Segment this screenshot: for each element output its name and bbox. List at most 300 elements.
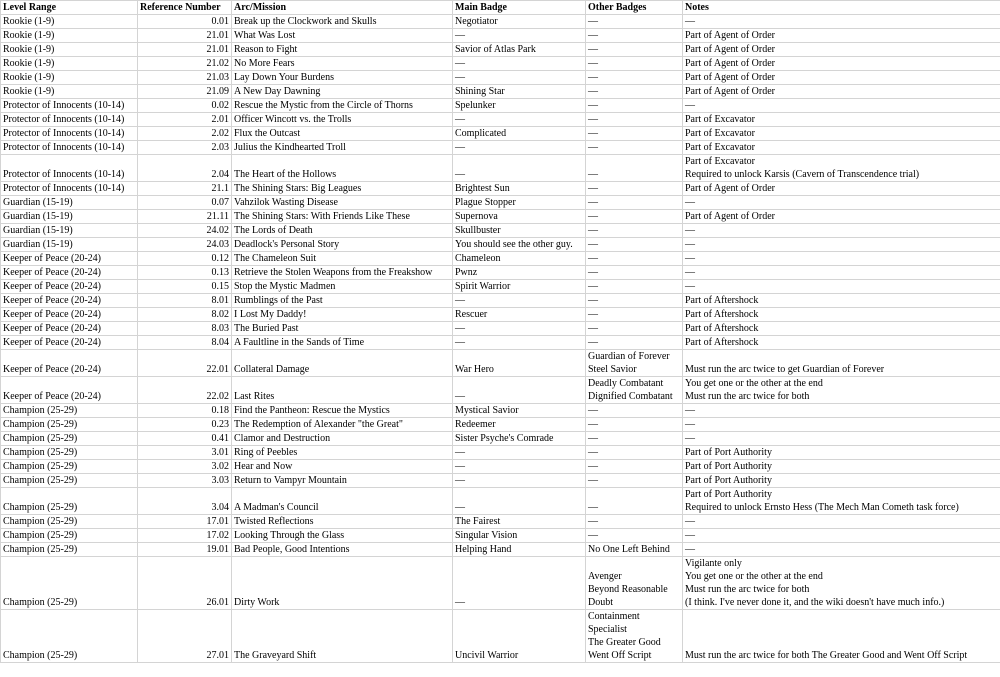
arc-mission-cell: What Was Lost [232, 29, 453, 43]
notes-cell [683, 515, 1000, 529]
reference-number-cell: 2.01 [138, 113, 232, 127]
main-badge-cell: — [453, 155, 586, 182]
reference-number-cell: 3.04 [138, 488, 232, 515]
other-badge-line: — [588, 142, 598, 153]
notes-cell [683, 404, 1000, 418]
reference-number-cell: 27.01 [138, 610, 232, 663]
level-range-cell: Rookie (1-9) [1, 57, 138, 71]
main-badge-cell: Skullbuster [453, 224, 586, 238]
arc-mission-cell: No More Fears [232, 57, 453, 71]
other-badge-line: — [588, 253, 598, 264]
reference-number-cell: 0.01 [138, 15, 232, 29]
level-range-cell: Champion (25-29) [1, 460, 138, 474]
reference-number-cell: 0.12 [138, 252, 232, 266]
note-line: — [685, 405, 695, 416]
reference-number-cell: 0.02 [138, 99, 232, 113]
level-range-cell: Rookie (1-9) [1, 15, 138, 29]
note-line: — [685, 225, 695, 236]
arc-mission-cell: The Lords of Death [232, 224, 453, 238]
arc-mission-cell: Collateral Damage [232, 350, 453, 377]
note-line: Part of Agent of Order [685, 86, 775, 97]
arc-mission-cell: Return to Vampyr Mountain [232, 474, 453, 488]
notes-cell [683, 252, 1000, 266]
other-badges-cell [586, 252, 683, 266]
other-badges-cell [586, 557, 683, 610]
reference-number-cell: 0.15 [138, 280, 232, 294]
level-range-cell: Rookie (1-9) [1, 43, 138, 57]
other-badges-cell [586, 85, 683, 99]
notes-cell [683, 85, 1000, 99]
reference-number-cell: 24.03 [138, 238, 232, 252]
reference-number-cell: 21.03 [138, 71, 232, 85]
other-badges-cell [586, 543, 683, 557]
other-badge-line: — [588, 211, 598, 222]
other-badges-cell [586, 43, 683, 57]
notes-cell [683, 280, 1000, 294]
note-line: Must run the arc twice for both [685, 584, 810, 595]
table-row [1, 252, 1000, 266]
other-badges-cell [586, 515, 683, 529]
notes-cell [683, 529, 1000, 543]
main-badge-cell: — [453, 71, 586, 85]
other-badge-line: — [588, 337, 598, 348]
other-badges-cell [586, 460, 683, 474]
other-badge-line: — [588, 502, 598, 513]
other-badge-line: — [588, 295, 598, 306]
other-badges-cell [586, 610, 683, 663]
note-line: Part of Port Authority [685, 475, 772, 486]
note-line: Part of Excavator [685, 128, 755, 139]
other-badge-line: The Greater Good [588, 637, 661, 648]
notes-cell [683, 99, 1000, 113]
arc-mission-cell: Hear and Now [232, 460, 453, 474]
other-badge-line: — [588, 309, 598, 320]
header-level-range: Level Range [1, 1, 138, 15]
other-badges-cell [586, 474, 683, 488]
other-badge-line: — [588, 128, 598, 139]
main-badge-cell: — [453, 446, 586, 460]
table-row [1, 155, 1000, 182]
arc-mission-cell: Clamor and Destruction [232, 432, 453, 446]
other-badges-cell [586, 377, 683, 404]
level-range-cell: Keeper of Peace (20-24) [1, 252, 138, 266]
reference-number-cell: 0.41 [138, 432, 232, 446]
other-badge-line: — [588, 197, 598, 208]
table-row [1, 418, 1000, 432]
reference-number-cell: 2.02 [138, 127, 232, 141]
arc-mission-cell: The Shining Stars: Big Leagues [232, 182, 453, 196]
other-badge-line: Specialist [588, 624, 627, 635]
main-badge-cell: Complicated [453, 127, 586, 141]
notes-cell [683, 71, 1000, 85]
other-badges-cell [586, 446, 683, 460]
table-row [1, 350, 1000, 377]
level-range-cell: Keeper of Peace (20-24) [1, 377, 138, 404]
main-badge-cell: — [453, 113, 586, 127]
reference-number-cell: 8.01 [138, 294, 232, 308]
notes-cell [683, 210, 1000, 224]
other-badge-line: — [588, 447, 598, 458]
reference-number-cell: 8.02 [138, 308, 232, 322]
level-range-cell: Protector of Innocents (10-14) [1, 141, 138, 155]
main-badge-cell: Shining Star [453, 85, 586, 99]
reference-number-cell: 26.01 [138, 557, 232, 610]
notes-cell [683, 418, 1000, 432]
main-badge-cell: — [453, 336, 586, 350]
other-badges-cell [586, 210, 683, 224]
other-badge-line: — [588, 44, 598, 55]
note-line: — [685, 100, 695, 111]
table-row [1, 308, 1000, 322]
other-badge-line: — [588, 475, 598, 486]
notes-cell [683, 155, 1000, 182]
note-line: — [685, 281, 695, 292]
other-badge-line: — [588, 433, 598, 444]
main-badge-cell: Chameleon [453, 252, 586, 266]
note-line: Must run the arc twice for both [685, 391, 810, 402]
other-badge-line: — [588, 30, 598, 41]
other-badges-cell [586, 529, 683, 543]
main-badge-cell: Plague Stopper [453, 196, 586, 210]
note-line: Must run the arc twice for both The Greater Good and Went Off Script [685, 650, 968, 661]
table-row [1, 336, 1000, 350]
level-range-cell: Champion (25-29) [1, 432, 138, 446]
other-badge-line: Containment [588, 611, 640, 622]
arc-mission-cell: The Graveyard Shift [232, 610, 453, 663]
level-range-cell: Champion (25-29) [1, 610, 138, 663]
level-range-cell: Keeper of Peace (20-24) [1, 350, 138, 377]
other-badge-line: No One Left Behind [588, 544, 670, 555]
arc-mission-cell: Last Rites [232, 377, 453, 404]
note-line: Part of Aftershock [685, 295, 759, 306]
notes-cell [683, 610, 1000, 663]
note-line: Part of Excavator [685, 156, 755, 167]
table-row [1, 460, 1000, 474]
arc-mission-cell: The Heart of the Hollows [232, 155, 453, 182]
note-line: Part of Excavator [685, 114, 755, 125]
note-line: Required to unlock Ernsto Hess (The Mech Man Cometh task force) [685, 502, 959, 513]
table-row [1, 294, 1000, 308]
other-badge-line: — [588, 405, 598, 416]
note-line: Part of Agent of Order [685, 58, 775, 69]
reference-number-cell: 17.02 [138, 529, 232, 543]
other-badges-cell [586, 238, 683, 252]
other-badge-line: — [588, 239, 598, 250]
main-badge-cell: Pwnz [453, 266, 586, 280]
note-line: — [685, 544, 695, 555]
notes-cell [683, 460, 1000, 474]
level-range-cell: Champion (25-29) [1, 488, 138, 515]
arc-mission-cell: Retrieve the Stolen Weapons from the Freakshow [232, 266, 453, 280]
other-badges-cell [586, 224, 683, 238]
main-badge-cell: You should see the other guy. [453, 238, 586, 252]
other-badge-line: — [588, 86, 598, 97]
table-row [1, 43, 1000, 57]
main-badge-cell: — [453, 141, 586, 155]
other-badge-line: Went Off Script [588, 650, 652, 661]
notes-cell [683, 294, 1000, 308]
level-range-cell: Guardian (15-19) [1, 238, 138, 252]
notes-cell [683, 196, 1000, 210]
header-row [1, 1, 1000, 15]
notes-cell [683, 224, 1000, 238]
level-range-cell: Champion (25-29) [1, 515, 138, 529]
main-badge-cell: — [453, 57, 586, 71]
arc-mission-cell: A Faultline in the Sands of Time [232, 336, 453, 350]
notes-cell [683, 336, 1000, 350]
notes-cell [683, 432, 1000, 446]
table-row [1, 404, 1000, 418]
table-row [1, 446, 1000, 460]
note-line: — [685, 239, 695, 250]
note-line: — [685, 516, 695, 527]
other-badge-line: Dignified Combatant [588, 391, 673, 402]
level-range-cell: Keeper of Peace (20-24) [1, 322, 138, 336]
other-badge-line: Doubt [588, 597, 613, 608]
other-badge-line: — [588, 323, 598, 334]
main-badge-cell: Savior of Atlas Park [453, 43, 586, 57]
other-badge-line: — [588, 169, 598, 180]
table-row [1, 224, 1000, 238]
arc-mission-cell: A Madman's Council [232, 488, 453, 515]
level-range-cell: Keeper of Peace (20-24) [1, 266, 138, 280]
other-badge-line: Guardian of Forever [588, 351, 670, 362]
level-range-cell: Keeper of Peace (20-24) [1, 280, 138, 294]
other-badge-line: — [588, 225, 598, 236]
notes-cell [683, 350, 1000, 377]
reference-number-cell: 21.02 [138, 57, 232, 71]
notes-cell [683, 15, 1000, 29]
other-badge-line: — [588, 516, 598, 527]
main-badge-cell: Mystical Savior [453, 404, 586, 418]
arc-mission-cell: Lay Down Your Burdens [232, 71, 453, 85]
note-line: Part of Port Authority [685, 447, 772, 458]
level-range-cell: Champion (25-29) [1, 543, 138, 557]
main-badge-cell: — [453, 557, 586, 610]
level-range-cell: Rookie (1-9) [1, 71, 138, 85]
level-range-cell: Guardian (15-19) [1, 210, 138, 224]
arc-mission-cell: Ring of Peebles [232, 446, 453, 460]
other-badge-line: Avenger [588, 571, 622, 582]
notes-cell [683, 488, 1000, 515]
note-line: Part of Agent of Order [685, 72, 775, 83]
level-range-cell: Champion (25-29) [1, 418, 138, 432]
table-row [1, 280, 1000, 294]
notes-cell [683, 113, 1000, 127]
note-line: — [685, 530, 695, 541]
table-row [1, 238, 1000, 252]
table-body [1, 15, 1000, 663]
arc-mission-cell: The Chameleon Suit [232, 252, 453, 266]
level-range-cell: Keeper of Peace (20-24) [1, 294, 138, 308]
table-row [1, 474, 1000, 488]
level-range-cell: Champion (25-29) [1, 446, 138, 460]
other-badges-cell [586, 113, 683, 127]
reference-number-cell: 21.1 [138, 182, 232, 196]
level-range-cell: Protector of Innocents (10-14) [1, 113, 138, 127]
table-row [1, 529, 1000, 543]
arc-mission-cell: Break up the Clockwork and Skulls [232, 15, 453, 29]
other-badge-line: — [588, 267, 598, 278]
notes-cell [683, 141, 1000, 155]
level-range-cell: Protector of Innocents (10-14) [1, 99, 138, 113]
reference-number-cell: 21.11 [138, 210, 232, 224]
notes-cell [683, 474, 1000, 488]
notes-cell [683, 557, 1000, 610]
note-line: You get one or the other at the end [685, 571, 823, 582]
note-line: — [685, 267, 695, 278]
arc-mission-cell: Find the Pantheon: Rescue the Mystics [232, 404, 453, 418]
main-badge-cell: — [453, 377, 586, 404]
notes-cell [683, 308, 1000, 322]
note-line: Part of Excavator [685, 142, 755, 153]
reference-number-cell: 2.04 [138, 155, 232, 182]
note-line: — [685, 419, 695, 430]
main-badge-cell: Redeemer [453, 418, 586, 432]
other-badge-line: Deadly Combatant [588, 378, 664, 389]
table-row [1, 266, 1000, 280]
arc-mission-cell: Flux the Outcast [232, 127, 453, 141]
reference-number-cell: 21.01 [138, 43, 232, 57]
notes-cell [683, 29, 1000, 43]
note-line: Required to unlock Karsis (Cavern of Transcendence trial) [685, 169, 920, 180]
arc-mission-cell: Dirty Work [232, 557, 453, 610]
note-line: Must run the arc twice to get Guardian of Forever [685, 364, 885, 375]
other-badges-cell [586, 141, 683, 155]
reference-number-cell: 21.01 [138, 29, 232, 43]
reference-number-cell: 0.07 [138, 196, 232, 210]
other-badges-cell [586, 29, 683, 43]
main-badge-cell: — [453, 488, 586, 515]
other-badges-cell [586, 57, 683, 71]
other-badge-line: Steel Savior [588, 364, 637, 375]
other-badges-cell [586, 432, 683, 446]
note-line: Part of Agent of Order [685, 30, 775, 41]
level-range-cell: Champion (25-29) [1, 474, 138, 488]
note-line: Part of Port Authority [685, 461, 772, 472]
table-row [1, 515, 1000, 529]
arc-mission-cell: Bad People, Good Intentions [232, 543, 453, 557]
note-line: Part of Port Authority [685, 489, 772, 500]
level-range-cell: Keeper of Peace (20-24) [1, 336, 138, 350]
reference-number-cell: 19.01 [138, 543, 232, 557]
level-range-cell: Champion (25-29) [1, 557, 138, 610]
arc-mission-cell: Julius the Kindhearted Troll [232, 141, 453, 155]
reference-number-cell: 22.02 [138, 377, 232, 404]
arc-mission-cell: Deadlock's Personal Story [232, 238, 453, 252]
note-line: Part of Agent of Order [685, 183, 775, 194]
header-arc-mission: Arc/Mission [232, 1, 453, 15]
level-range-cell: Guardian (15-19) [1, 196, 138, 210]
notes-cell [683, 266, 1000, 280]
notes-cell [683, 543, 1000, 557]
note-line: — [685, 433, 695, 444]
note-line: Vigilante only [685, 558, 742, 569]
notes-cell [683, 57, 1000, 71]
other-badge-line: — [588, 183, 598, 194]
arc-mission-cell: Officer Wincott vs. the Trolls [232, 113, 453, 127]
table-row [1, 610, 1000, 663]
table-row [1, 557, 1000, 610]
other-badge-line: — [588, 100, 598, 111]
other-badges-cell [586, 336, 683, 350]
note-line: Part of Aftershock [685, 337, 759, 348]
main-badge-cell: Singular Vision [453, 529, 586, 543]
other-badge-line: — [588, 530, 598, 541]
other-badges-cell [586, 99, 683, 113]
reference-number-cell: 3.01 [138, 446, 232, 460]
note-line: — [685, 197, 695, 208]
table-row [1, 29, 1000, 43]
level-range-cell: Champion (25-29) [1, 404, 138, 418]
other-badge-line: — [588, 114, 598, 125]
arc-mission-cell: The Redemption of Alexander "the Great" [232, 418, 453, 432]
level-range-cell: Rookie (1-9) [1, 85, 138, 99]
main-badge-cell: Uncivil Warrior [453, 610, 586, 663]
other-badges-cell [586, 127, 683, 141]
table-row [1, 141, 1000, 155]
main-badge-cell: Sister Psyche's Comrade [453, 432, 586, 446]
arc-mission-cell: Vahzilok Wasting Disease [232, 196, 453, 210]
level-range-cell: Protector of Innocents (10-14) [1, 155, 138, 182]
table-row [1, 99, 1000, 113]
other-badges-cell [586, 308, 683, 322]
other-badge-line: — [588, 58, 598, 69]
notes-cell [683, 43, 1000, 57]
table-row [1, 182, 1000, 196]
notes-cell [683, 127, 1000, 141]
note-line: Part of Agent of Order [685, 211, 775, 222]
table-row [1, 85, 1000, 99]
arc-mission-cell: Rescue the Mystic from the Circle of Thorns [232, 99, 453, 113]
reference-number-cell: 21.09 [138, 85, 232, 99]
reference-number-cell: 17.01 [138, 515, 232, 529]
other-badge-line: — [588, 72, 598, 83]
other-badges-cell [586, 418, 683, 432]
main-badge-cell: The Fairest [453, 515, 586, 529]
level-range-cell: Rookie (1-9) [1, 29, 138, 43]
note-line: Part of Aftershock [685, 309, 759, 320]
notes-cell [683, 446, 1000, 460]
header-notes: Notes [683, 1, 1000, 15]
notes-cell [683, 377, 1000, 404]
other-badges-cell [586, 280, 683, 294]
main-badge-cell: — [453, 294, 586, 308]
other-badge-line: — [588, 16, 598, 27]
note-line: — [685, 253, 695, 264]
main-badge-cell: Rescuer [453, 308, 586, 322]
other-badges-cell [586, 196, 683, 210]
level-range-cell: Guardian (15-19) [1, 224, 138, 238]
reference-number-cell: 2.03 [138, 141, 232, 155]
header-other-badges: Other Badges [586, 1, 683, 15]
level-range-cell: Protector of Innocents (10-14) [1, 182, 138, 196]
arc-mission-cell: Reason to Fight [232, 43, 453, 57]
other-badges-cell [586, 71, 683, 85]
table-row [1, 210, 1000, 224]
arc-mission-cell: Rumblings of the Past [232, 294, 453, 308]
reference-number-cell: 24.02 [138, 224, 232, 238]
main-badge-cell: — [453, 460, 586, 474]
other-badges-cell [586, 404, 683, 418]
level-range-cell: Protector of Innocents (10-14) [1, 127, 138, 141]
other-badge-line: — [588, 419, 598, 430]
table-row [1, 113, 1000, 127]
main-badge-cell: Supernova [453, 210, 586, 224]
level-range-cell: Keeper of Peace (20-24) [1, 308, 138, 322]
main-badge-cell: — [453, 474, 586, 488]
reference-number-cell: 0.13 [138, 266, 232, 280]
